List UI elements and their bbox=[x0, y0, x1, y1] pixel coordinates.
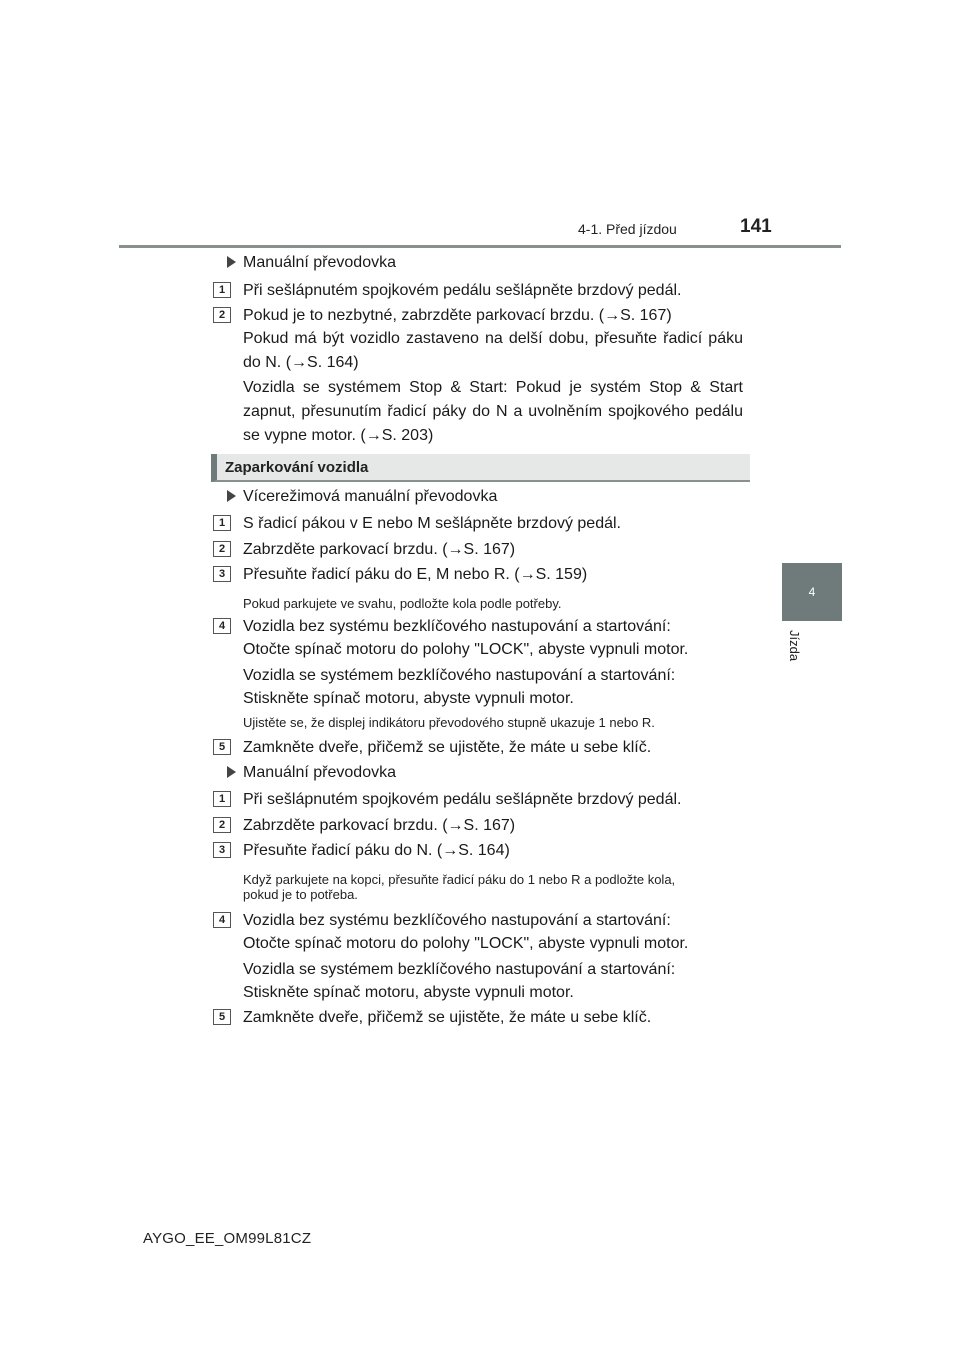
step-text: Vozidla bez systému bezklíčového nastupování a startování: bbox=[243, 912, 671, 929]
step-text: Zamkněte dveře, přičemž se ujistěte, že máte u sebe klíč. bbox=[243, 1009, 652, 1026]
step-number: 4 bbox=[213, 618, 231, 634]
subheading-manual-transmission bbox=[243, 254, 396, 272]
step-text: Vozidla se systémem bezklíčového nastupování a startování: bbox=[243, 667, 676, 684]
chapter-tab-number: 4 bbox=[808, 585, 816, 599]
step-text: Otočte spínač motoru do polohy "LOCK", abyste vypnuli motor. bbox=[243, 935, 689, 952]
header-section-title: 4-1. Před jízdou bbox=[578, 221, 677, 237]
step-number: 2 bbox=[213, 307, 231, 323]
step-text: Pokud má být vozidlo zastaveno na delší dobu, přesuňte řadicí páku do N. (→S. 164) bbox=[243, 330, 743, 371]
step-text: Stiskněte spínač motoru, abyste vypnuli motor. bbox=[243, 984, 574, 1001]
step-note: Ujistěte se, že displej indikátoru převodového stupně ukazuje 1 nebo R. bbox=[243, 715, 655, 730]
step-number: 4 bbox=[213, 912, 231, 928]
step-text: Stiskněte spínač motoru, abyste vypnuli motor. bbox=[243, 690, 574, 707]
page-number: 141 bbox=[740, 216, 772, 237]
step-text: Přesuňte řadicí páku do N. (→S. 164) bbox=[243, 842, 510, 859]
subheading-multimode-transmission bbox=[243, 488, 497, 506]
step-text: Přesuňte řadicí páku do E, M nebo R. (→S. 159) bbox=[243, 566, 588, 583]
step-note: Pokud parkujete ve svahu, podložte kola podle potřeby. bbox=[243, 596, 562, 611]
step-text: Vozidla bez systému bezklíčového nastupování a startování: bbox=[243, 618, 671, 635]
step-number: 1 bbox=[213, 282, 231, 298]
step-number: 1 bbox=[213, 515, 231, 531]
step-text: S řadicí pákou v E nebo M sešlápněte brzdový pedál. bbox=[243, 515, 621, 532]
subheading-label: Manuální převodovka bbox=[243, 764, 396, 781]
step-text: Při sešlápnutém spojkovém pedálu sešlápněte brzdový pedál. bbox=[243, 791, 682, 808]
subheading-manual-transmission bbox=[243, 764, 396, 782]
triangle-bullet-icon bbox=[227, 256, 236, 268]
step-number: 3 bbox=[213, 842, 231, 858]
step-number: 2 bbox=[213, 817, 231, 833]
step-note: pokud je to potřeba. bbox=[243, 887, 358, 902]
triangle-bullet-icon bbox=[227, 490, 236, 502]
subheading-label: Manuální převodovka bbox=[243, 254, 396, 271]
step-number: 3 bbox=[213, 566, 231, 582]
step-text: Vozidla se systémem Stop & Start: Pokud je systém Stop & Start zapnut, přesunutím řadicí páky do N a uvolněním spojkového pedálu se vypne motor. (→S. 203) bbox=[243, 379, 743, 444]
step-text: Zamkněte dveře, přičemž se ujistěte, že máte u sebe klíč. bbox=[243, 739, 652, 756]
step-number: 5 bbox=[213, 739, 231, 755]
step-note: Když parkujete na kopci, přesuňte řadicí páku do 1 nebo R a podložte kola, bbox=[243, 872, 676, 887]
step-text: Zabrzděte parkovací brzdu. (→S. 167) bbox=[243, 817, 516, 834]
step-number: 2 bbox=[213, 541, 231, 557]
step-text: Při sešlápnutém spojkovém pedálu sešlápněte brzdový pedál. bbox=[243, 282, 682, 299]
step-text: Pokud je to nezbytné, zabrzděte parkovací brzdu. (→S. 167) bbox=[243, 307, 672, 324]
step-number: 5 bbox=[213, 1009, 231, 1025]
step-text: Zabrzděte parkovací brzdu. (→S. 167) bbox=[243, 541, 516, 558]
chapter-tab bbox=[782, 563, 842, 621]
section-title: Zaparkování vozidla bbox=[225, 459, 369, 476]
subheading-label: Vícerežimová manuální převodovka bbox=[243, 488, 498, 505]
header-divider bbox=[119, 245, 841, 248]
step-number: 1 bbox=[213, 791, 231, 807]
document-code: AYGO_EE_OM99L81CZ bbox=[143, 1230, 312, 1247]
triangle-bullet-icon bbox=[227, 766, 236, 778]
step-text: Vozidla se systémem bezklíčového nastupování a startování: bbox=[243, 961, 676, 978]
chapter-tab-label: Jízda bbox=[787, 630, 802, 662]
section-heading bbox=[211, 454, 750, 482]
step-text: Otočte spínač motoru do polohy "LOCK", abyste vypnuli motor. bbox=[243, 641, 689, 658]
